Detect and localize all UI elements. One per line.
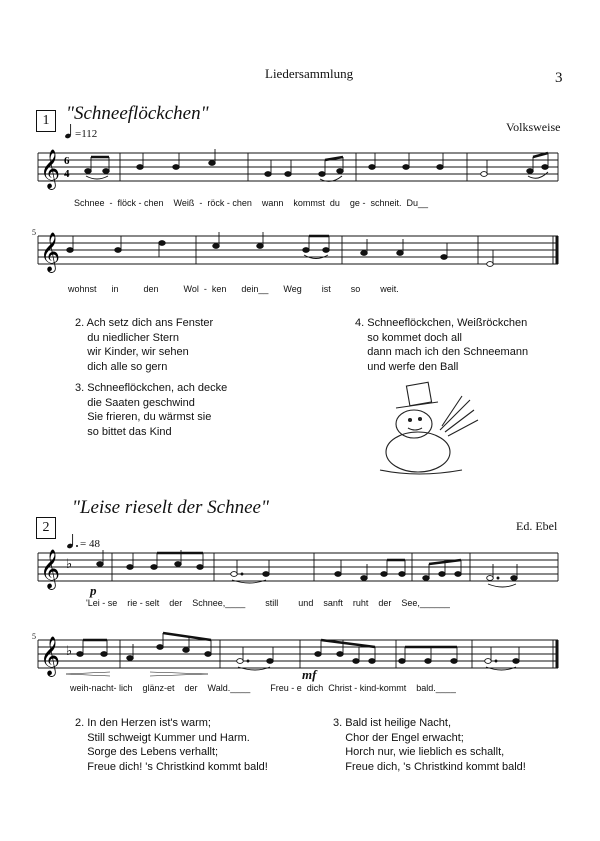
song-1-verse-4: 4. Schneeflöckchen, Weißröckchen so kommet doch all dann mach ich den Schneemann und werfe den Ball [355, 317, 529, 373]
song-1-tempo: =112 [75, 128, 98, 140]
time-sig-top: 6 [64, 155, 70, 167]
song-2-measure-number: 5 [32, 632, 36, 641]
tempo-quarter-note-icon [64, 124, 71, 139]
song-1-lyrics-line-1: Schnee - flöck - chen Weiß - röck - chen wann kommst du ge - schneit. Du__ [74, 198, 428, 208]
treble-clef-icon: 𝄞 [40, 636, 61, 676]
song-2-notes-2 [66, 633, 519, 676]
flat-key-signature-icon: ♭ [66, 643, 73, 658]
snowman-illustration [380, 382, 478, 474]
treble-clef-icon: 𝄞 [40, 549, 61, 589]
song-2-verse-2: 2. In den Herzen ist's warm; Still schweigt Kummer und Harm. Sorge des Lebens verhallt; Freue dich! 's Christkind kommt bald! [75, 717, 268, 773]
song-1-lyrics-line-2: wohnst in den Wol - ken dein__ Weg ist so weit. [68, 284, 399, 294]
song-1-notes-1 [85, 149, 549, 181]
page-number: 3 [555, 70, 563, 86]
treble-clef-icon: 𝄞 [40, 232, 61, 272]
song-2-lyrics-line-2: weih-nacht- lich glänz-et der Wald.____ Freu - e dich Christ - kind-kommt bald.____ [70, 683, 456, 693]
song-2-source: Ed. Ebel [516, 519, 558, 533]
song-1-verse-3: 3. Schneeflöckchen, ach decke die Saaten geschwind Sie frieren, du wärmst sie so bittet das Kind [75, 382, 228, 438]
dynamic-piano: p [90, 583, 97, 598]
running-header: Liedersammlung [265, 66, 354, 81]
flat-key-signature-icon: ♭ [66, 556, 73, 571]
song-1-source: Volksweise [506, 120, 561, 134]
song-1-staff-1 [38, 153, 558, 181]
song-2-tempo: = 48 [80, 538, 100, 550]
treble-clef-icon: 𝄞 [40, 149, 61, 189]
song-1-title: "Schneeflöckchen" [66, 103, 209, 124]
song-1-number: 1 [36, 110, 56, 132]
tempo-dotted-quarter-icon [66, 534, 78, 549]
song-1-verse-2: 2. Ach setz dich ans Fenster du niedlicher Stern wir Kinder, wir sehen dich alle so gern [75, 317, 214, 373]
dynamic-mezzoforte: mf [302, 667, 317, 682]
song-2-title: "Leise rieselt der Schnee" [72, 497, 269, 518]
song-1-measure-number: 5 [32, 228, 36, 237]
song-2-lyrics-line-1: 'Lei - se rie - selt der Schnee,____ still und sanft ruht der See,______ [86, 598, 450, 608]
song-2-staff-1 [38, 553, 558, 581]
time-sig-bottom: 4 [64, 168, 70, 180]
song-2-staff-2 [38, 640, 558, 668]
song-2-verse-3: 3. Bald ist heilige Nacht, Chor der Engel erwacht; Horch nur, wie lieblich es schallt, Freue dich, 's Christkind kommt bald! [333, 717, 526, 773]
song-2-number: 2 [36, 517, 56, 539]
song-1-notes-2 [67, 232, 494, 266]
